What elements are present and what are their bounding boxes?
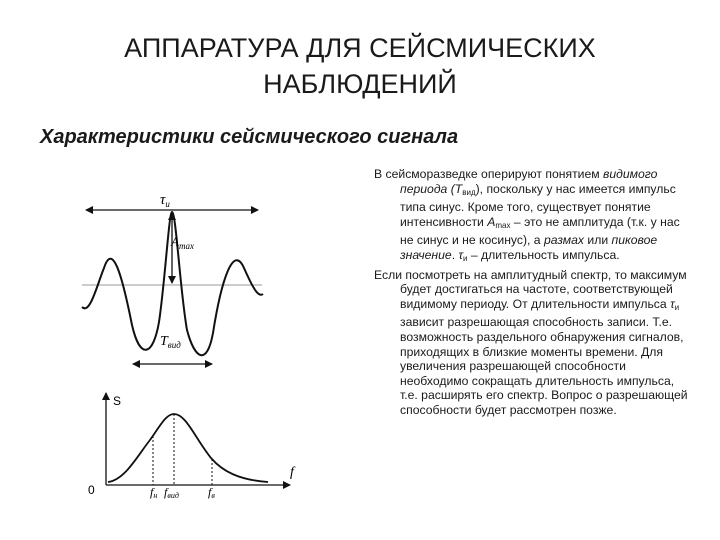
title-line-1: АППАРАТУРА ДЛЯ СЕЙСМИЧЕСКИХ [124,33,596,63]
fv-label: fв [208,485,215,500]
amax-label: $A_{max}$ [171,234,194,251]
paragraph-visible-period: В сейсморазведке оперируют понятием видимого периода $(T_{вид})$, поскольку у нас имеется импульс типа синус. Кроме того, существует понятие интенсивности $A_{max}$ – это не амплитуда (т.к. у нас не синус и не косинус), а размах или пиковое значение. $\tau_и$ – длительность импульса. [374,167,680,263]
description-text [374,167,694,419]
fn-label: fн [150,485,158,500]
s-axis-label: S [113,394,122,408]
paragraph-resolution: Если посмотреть на амплитудный спектр, то максимум будет достигаться на частоте, соответствующей видимому периоду. От длительности импульса $\tau_и$ зависит разрешающая способность записи. Т.е. возможность раздельного обнаружения сигналов, приходящих в близкие моменты времени. Для увеличения разрешающей способности необходимо сокращать длительность импульса, т.е. расширять его спектр. Вопрос о разрешающей способности будет рассмотрен позже. [374,267,688,417]
spectrum-curve [108,414,268,482]
tvid-label: $T_{вид}$ [160,334,181,350]
subtitle: Характеристики сейсмического сигнала [40,126,459,148]
origin-label: 0 [88,483,95,497]
f-axis-label: f [290,465,294,480]
fvid-label: fвид [164,485,179,500]
tau-label: $\tau_и$ [160,192,170,209]
title-line-2: НАБЛЮДЕНИЙ [263,69,457,99]
